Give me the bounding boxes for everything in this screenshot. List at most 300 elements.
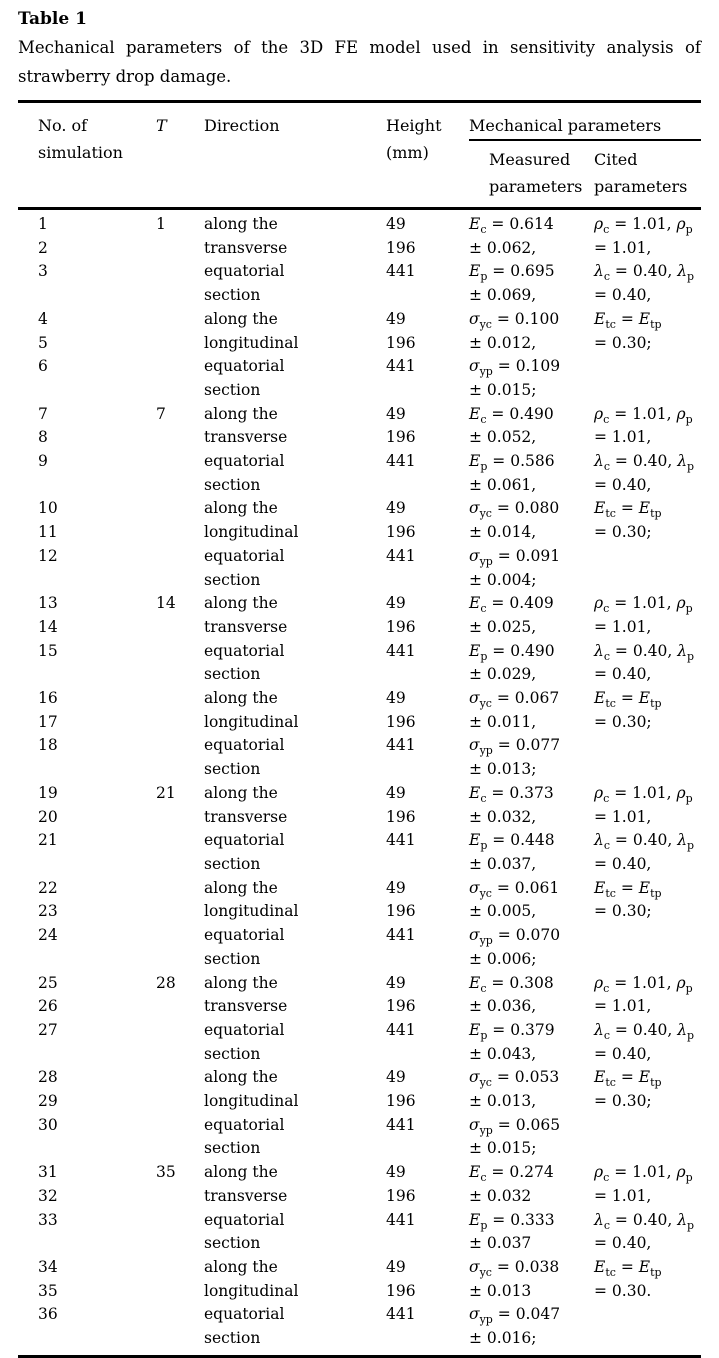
cell-height: 49 xyxy=(386,499,406,518)
cell-cited-parameters: $E_{tc} = E_{tp}$ xyxy=(594,1257,662,1280)
cell-t xyxy=(156,758,204,782)
cell-height: 49 xyxy=(386,783,406,802)
cell-height: 196 xyxy=(386,333,416,352)
cell-t xyxy=(156,663,204,687)
cell-cited-parameters: $E_{tc} = E_{tp}$ xyxy=(594,878,662,900)
cell-height: 441 xyxy=(386,1020,416,1039)
cell-t xyxy=(156,332,204,356)
cell-height xyxy=(386,1043,469,1067)
cell-height: 196 xyxy=(386,1186,416,1205)
table-row xyxy=(18,806,701,830)
cell-t xyxy=(156,474,204,498)
cell-no-of-simulation xyxy=(18,379,156,403)
cell-cited-parameters xyxy=(594,1303,701,1327)
cell-height: 49 xyxy=(386,594,406,613)
cell-no-of-simulation: 8 xyxy=(38,428,48,447)
col-header-t: T xyxy=(156,116,167,135)
cell-height: 196 xyxy=(386,1092,416,1111)
cell-no-of-simulation: 5 xyxy=(38,333,48,352)
table-row xyxy=(18,1303,701,1327)
cell-cited-parameters xyxy=(594,924,701,948)
cell-measured-parameters: ± 0.069, xyxy=(469,286,537,305)
table-row xyxy=(18,663,701,687)
cell-no-of-simulation: 28 xyxy=(38,1068,58,1087)
cell-measured-parameters: ± 0.014, xyxy=(469,523,537,542)
cell-t xyxy=(156,497,204,521)
cell-direction: equatorial xyxy=(204,262,285,281)
cell-no-of-simulation: 16 xyxy=(38,689,58,708)
table-body xyxy=(18,209,701,1357)
cell-height: 441 xyxy=(386,452,416,471)
table-row xyxy=(18,758,701,782)
cell-t xyxy=(156,900,204,924)
cell-no-of-simulation xyxy=(18,1232,156,1256)
cell-measured-parameters: $E_p = 0.695$ xyxy=(469,262,555,284)
cell-no-of-simulation xyxy=(18,1043,156,1067)
cell-cited-parameters: = 0.40, xyxy=(594,475,652,494)
cell-cited-parameters: $\lambda_c = 0.40$, $\lambda_p$ xyxy=(594,262,695,284)
table-row xyxy=(18,1232,701,1256)
cell-height xyxy=(386,569,469,593)
table-row xyxy=(18,284,701,308)
cell-t xyxy=(156,853,204,877)
cell-measured-parameters: $\sigma_{yc} = 0.061$ xyxy=(469,878,560,900)
cell-t xyxy=(156,687,204,711)
cell-no-of-simulation xyxy=(18,948,156,972)
table-caption-line-1: Mechanical parameters of the 3D FE model used in sensitivity analysis of xyxy=(18,38,701,57)
cell-direction: equatorial xyxy=(204,1305,285,1324)
cell-t xyxy=(156,829,204,853)
cell-height: 49 xyxy=(386,1068,406,1087)
cell-direction: longitudinal xyxy=(204,712,299,731)
cell-height: 196 xyxy=(386,617,416,636)
cell-height: 441 xyxy=(386,1305,416,1324)
cell-no-of-simulation: 12 xyxy=(38,546,58,565)
cell-t: 7 xyxy=(156,404,166,423)
cell-direction: longitudinal xyxy=(204,1092,299,1111)
cell-t xyxy=(156,806,204,830)
table-row xyxy=(18,545,701,569)
cell-measured-parameters: $\sigma_{yp} = 0.047$ xyxy=(469,1305,561,1327)
cell-measured-parameters: ± 0.043, xyxy=(469,1044,537,1063)
col-header-measured-parameters: Measured parameters xyxy=(489,150,583,196)
cell-cited-parameters: $E_{tc} = E_{tp}$ xyxy=(594,1068,662,1090)
cell-direction: equatorial xyxy=(204,1210,285,1229)
table-row xyxy=(18,1114,701,1138)
cell-measured-parameters: ± 0.032 xyxy=(469,1186,532,1205)
cell-t: 28 xyxy=(156,973,176,992)
cell-direction: equatorial xyxy=(204,926,285,945)
cell-no-of-simulation: 27 xyxy=(38,1020,58,1039)
cell-cited-parameters: = 0.30; xyxy=(594,1092,652,1111)
cell-measured-parameters: $E_c = 0.614$ xyxy=(469,215,554,237)
cell-t xyxy=(156,308,204,332)
table-row xyxy=(18,711,701,735)
cell-no-of-simulation: 14 xyxy=(38,617,58,636)
cell-t xyxy=(156,995,204,1019)
cell-measured-parameters: $E_p = 0.448$ xyxy=(469,831,555,853)
cell-t xyxy=(156,1019,204,1043)
cell-direction: section xyxy=(204,380,261,399)
cell-measured-parameters: $\sigma_{yp} = 0.070$ xyxy=(469,926,561,948)
cell-t: 1 xyxy=(156,215,166,233)
cell-t xyxy=(156,734,204,758)
table-row xyxy=(18,474,701,498)
cell-cited-parameters: $\rho_c = 1.01$, $\rho_p$ xyxy=(594,783,693,805)
cell-height xyxy=(386,474,469,498)
cell-cited-parameters: = 0.30; xyxy=(594,523,652,542)
cell-no-of-simulation xyxy=(18,1327,156,1356)
cell-direction: section xyxy=(204,475,261,494)
cell-direction: along the xyxy=(204,689,278,708)
cell-height: 441 xyxy=(386,641,416,660)
cell-direction: along the xyxy=(204,215,278,233)
cell-height: 196 xyxy=(386,1281,416,1300)
cell-direction: section xyxy=(204,1329,261,1348)
cell-cited-parameters: = 1.01, xyxy=(594,997,652,1016)
table-row xyxy=(18,853,701,877)
table-label: Table 1 xyxy=(18,9,87,29)
cell-t xyxy=(156,1303,204,1327)
cell-no-of-simulation: 17 xyxy=(38,712,58,731)
cell-measured-parameters: ± 0.061, xyxy=(469,475,537,494)
cell-no-of-simulation: 19 xyxy=(38,783,58,802)
cell-measured-parameters: $\sigma_{yp} = 0.091$ xyxy=(469,546,561,568)
cell-measured-parameters: $E_p = 0.333$ xyxy=(469,1210,555,1232)
cell-t xyxy=(156,1280,204,1304)
col-header-height-mm: Height (mm) xyxy=(386,116,442,162)
cell-measured-parameters: ± 0.025, xyxy=(469,617,537,636)
cell-no-of-simulation: 11 xyxy=(38,523,58,542)
cell-no-of-simulation: 23 xyxy=(38,902,58,921)
cell-direction: equatorial xyxy=(204,1020,285,1039)
cell-direction: transverse xyxy=(204,238,288,257)
table-row xyxy=(18,260,701,284)
cell-t xyxy=(156,1114,204,1138)
table-header xyxy=(18,102,701,209)
cell-no-of-simulation: 20 xyxy=(38,807,58,826)
cell-no-of-simulation: 13 xyxy=(38,594,58,613)
cell-no-of-simulation: 36 xyxy=(38,1305,58,1324)
cell-direction: transverse xyxy=(204,428,288,447)
cell-height: 441 xyxy=(386,1210,416,1229)
cell-direction: along the xyxy=(204,404,278,423)
cell-direction: equatorial xyxy=(204,831,285,850)
cell-measured-parameters: $E_p = 0.379$ xyxy=(469,1020,555,1042)
cell-height: 441 xyxy=(386,262,416,281)
cell-cited-parameters: = 0.30; xyxy=(594,902,652,921)
cell-cited-parameters: = 0.30. xyxy=(594,1281,652,1300)
cell-direction: equatorial xyxy=(204,357,285,376)
cell-height: 441 xyxy=(386,926,416,945)
cell-no-of-simulation xyxy=(18,474,156,498)
cell-cited-parameters: = 0.40, xyxy=(594,286,652,305)
cell-t xyxy=(156,450,204,474)
table-row xyxy=(18,308,701,332)
cell-measured-parameters: ± 0.016; xyxy=(469,1329,537,1348)
cell-height: 196 xyxy=(386,712,416,731)
cell-cited-parameters: $\lambda_c = 0.40$, $\lambda_p$ xyxy=(594,831,695,853)
cell-height: 49 xyxy=(386,404,406,423)
cell-direction: transverse xyxy=(204,997,288,1016)
cell-t xyxy=(156,1137,204,1161)
cell-height: 196 xyxy=(386,428,416,447)
cell-no-of-simulation xyxy=(18,663,156,687)
cell-direction: equatorial xyxy=(204,452,285,471)
cell-no-of-simulation: 30 xyxy=(38,1115,58,1134)
cell-measured-parameters: ± 0.006; xyxy=(469,949,537,968)
cell-direction: along the xyxy=(204,878,278,897)
cell-measured-parameters: $E_p = 0.586$ xyxy=(469,452,555,474)
parameters-table xyxy=(18,100,701,1358)
cell-t xyxy=(156,379,204,403)
table-row xyxy=(18,497,701,521)
cell-height: 441 xyxy=(386,546,416,565)
cell-cited-parameters: = 1.01, xyxy=(594,617,652,636)
cell-direction: along the xyxy=(204,1163,278,1182)
cell-cited-parameters: $\rho_c = 1.01$, $\rho_p$ xyxy=(594,215,693,237)
cell-cited-parameters: $E_{tc} = E_{tp}$ xyxy=(594,499,662,521)
col-header-no-of-simulation: No. of simulation xyxy=(38,116,123,162)
table-row xyxy=(18,1161,701,1185)
cell-height: 196 xyxy=(386,523,416,542)
cell-t xyxy=(156,1043,204,1067)
cell-no-of-simulation: 24 xyxy=(38,926,58,945)
cell-height: 49 xyxy=(386,1163,406,1182)
cell-height: 196 xyxy=(386,807,416,826)
cell-direction: section xyxy=(204,665,261,684)
cell-measured-parameters: ± 0.037, xyxy=(469,854,537,873)
cell-height xyxy=(386,1327,469,1356)
cell-cited-parameters: $E_{tc} = E_{tp}$ xyxy=(594,689,662,711)
cell-measured-parameters: $\sigma_{yc} = 0.100$ xyxy=(469,309,560,331)
cell-no-of-simulation: 1 xyxy=(38,215,48,233)
cell-height xyxy=(386,758,469,782)
cell-measured-parameters: $E_c = 0.308$ xyxy=(469,973,554,995)
table-row xyxy=(18,569,701,593)
cell-no-of-simulation: 2 xyxy=(38,238,48,257)
cell-height: 49 xyxy=(386,878,406,897)
col-header-mechanical-parameters: Mechanical parameters xyxy=(469,102,701,141)
cell-no-of-simulation xyxy=(18,569,156,593)
cell-measured-parameters: ± 0.062, xyxy=(469,238,537,257)
cell-measured-parameters: $\sigma_{yp} = 0.109$ xyxy=(469,357,561,379)
cell-height xyxy=(386,948,469,972)
cell-measured-parameters: $E_p = 0.490$ xyxy=(469,641,555,663)
table-row xyxy=(18,924,701,948)
col-header-direction: Direction xyxy=(204,116,280,135)
cell-cited-parameters xyxy=(594,545,701,569)
cell-height: 49 xyxy=(386,973,406,992)
cell-direction: section xyxy=(204,760,261,779)
cell-t xyxy=(156,284,204,308)
cell-direction: longitudinal xyxy=(204,333,299,352)
cell-height: 196 xyxy=(386,902,416,921)
cell-height: 441 xyxy=(386,736,416,755)
cell-measured-parameters: ± 0.011, xyxy=(469,712,537,731)
table-caption xyxy=(18,33,701,91)
table-row xyxy=(18,734,701,758)
cell-cited-parameters: = 1.01, xyxy=(594,238,652,257)
cell-no-of-simulation: 10 xyxy=(38,499,58,518)
cell-t xyxy=(156,948,204,972)
cell-direction: transverse xyxy=(204,617,288,636)
cell-direction: longitudinal xyxy=(204,523,299,542)
table-row xyxy=(18,592,701,616)
table-row xyxy=(18,1066,701,1090)
cell-no-of-simulation: 9 xyxy=(38,452,48,471)
cell-no-of-simulation: 25 xyxy=(38,973,58,992)
cell-height: 49 xyxy=(386,689,406,708)
table-row xyxy=(18,521,701,545)
cell-measured-parameters: ± 0.015; xyxy=(469,380,537,399)
cell-cited-parameters: = 0.30; xyxy=(594,333,652,352)
cell-height xyxy=(386,1137,469,1161)
table-row xyxy=(18,948,701,972)
table-row xyxy=(18,877,701,901)
table-row xyxy=(18,1019,701,1043)
cell-t xyxy=(156,1066,204,1090)
cell-direction: section xyxy=(204,949,261,968)
cell-cited-parameters: = 0.30; xyxy=(594,712,652,731)
cell-cited-parameters xyxy=(594,734,701,758)
cell-t xyxy=(156,1256,204,1280)
cell-height: 441 xyxy=(386,831,416,850)
table-row xyxy=(18,403,701,427)
cell-measured-parameters: ± 0.037 xyxy=(469,1234,532,1253)
cell-cited-parameters xyxy=(594,1137,701,1161)
cell-direction: along the xyxy=(204,783,278,802)
cell-height xyxy=(386,1232,469,1256)
col-header-cited-parameters: Cited parameters xyxy=(594,150,688,196)
cell-cited-parameters xyxy=(594,355,701,379)
cell-no-of-simulation: 15 xyxy=(38,641,58,660)
cell-direction: section xyxy=(204,854,261,873)
cell-measured-parameters: ± 0.004; xyxy=(469,570,537,589)
cell-no-of-simulation: 3 xyxy=(38,262,48,281)
table-row xyxy=(18,900,701,924)
cell-no-of-simulation: 31 xyxy=(38,1163,58,1182)
cell-direction: section xyxy=(204,1139,261,1158)
cell-t xyxy=(156,355,204,379)
cell-no-of-simulation: 35 xyxy=(38,1281,58,1300)
cell-cited-parameters xyxy=(594,758,701,782)
cell-t xyxy=(156,711,204,735)
table-row xyxy=(18,1280,701,1304)
cell-height: 49 xyxy=(386,309,406,328)
cell-height: 49 xyxy=(386,215,406,233)
cell-no-of-simulation xyxy=(18,758,156,782)
cell-measured-parameters: $E_c = 0.409$ xyxy=(469,594,554,616)
cell-no-of-simulation: 21 xyxy=(38,831,58,850)
cell-direction: longitudinal xyxy=(204,902,299,921)
cell-measured-parameters: ± 0.013; xyxy=(469,760,537,779)
table-row xyxy=(18,450,701,474)
cell-direction: section xyxy=(204,1234,261,1253)
table-row xyxy=(18,1256,701,1280)
cell-t xyxy=(156,1209,204,1233)
cell-t xyxy=(156,1185,204,1209)
cell-cited-parameters: $\lambda_c = 0.40$, $\lambda_p$ xyxy=(594,1020,695,1042)
cell-t xyxy=(156,237,204,261)
cell-direction: along the xyxy=(204,1068,278,1087)
cell-height xyxy=(386,663,469,687)
cell-cited-parameters: = 0.40, xyxy=(594,1044,652,1063)
cell-no-of-simulation xyxy=(18,284,156,308)
table-row xyxy=(18,972,701,996)
cell-direction: along the xyxy=(204,1257,278,1276)
cell-direction: along the xyxy=(204,973,278,992)
cell-cited-parameters: $\lambda_c = 0.40$, $\lambda_p$ xyxy=(594,1210,695,1232)
cell-cited-parameters: = 0.40, xyxy=(594,854,652,873)
cell-direction: equatorial xyxy=(204,546,285,565)
cell-no-of-simulation: 7 xyxy=(38,404,48,423)
cell-no-of-simulation: 22 xyxy=(38,878,58,897)
table-row xyxy=(18,1090,701,1114)
cell-cited-parameters: $\rho_c = 1.01$, $\rho_p$ xyxy=(594,594,693,616)
cell-height: 196 xyxy=(386,997,416,1016)
table-row xyxy=(18,782,701,806)
cell-measured-parameters: $\sigma_{yp} = 0.065$ xyxy=(469,1115,561,1137)
cell-t xyxy=(156,616,204,640)
cell-cited-parameters xyxy=(594,379,701,403)
table-row xyxy=(18,1209,701,1233)
cell-no-of-simulation: 26 xyxy=(38,997,58,1016)
cell-measured-parameters: ± 0.012, xyxy=(469,333,537,352)
cell-direction: section xyxy=(204,286,261,305)
cell-t xyxy=(156,260,204,284)
cell-no-of-simulation: 29 xyxy=(38,1092,58,1111)
cell-direction: transverse xyxy=(204,807,288,826)
table-row xyxy=(18,332,701,356)
cell-cited-parameters: $E_{tc} = E_{tp}$ xyxy=(594,309,662,331)
cell-t xyxy=(156,924,204,948)
cell-measured-parameters: $\sigma_{yc} = 0.053$ xyxy=(469,1068,560,1090)
cell-height: 196 xyxy=(386,238,416,257)
table-caption-line-2: strawberry drop damage. xyxy=(18,67,232,86)
table-row xyxy=(18,995,701,1019)
cell-measured-parameters: $E_c = 0.490$ xyxy=(469,404,554,426)
table-row xyxy=(18,640,701,664)
cell-cited-parameters: $\lambda_c = 0.40$, $\lambda_p$ xyxy=(594,641,695,663)
table-row xyxy=(18,1137,701,1161)
cell-cited-parameters: $\rho_c = 1.01$, $\rho_p$ xyxy=(594,973,693,995)
cell-cited-parameters: = 1.01, xyxy=(594,807,652,826)
cell-t xyxy=(156,1327,204,1356)
cell-measured-parameters: ± 0.032, xyxy=(469,807,537,826)
table-row xyxy=(18,379,701,403)
cell-direction: longitudinal xyxy=(204,1281,299,1300)
table-row xyxy=(18,829,701,853)
cell-height xyxy=(386,853,469,877)
cell-direction: along the xyxy=(204,309,278,328)
cell-measured-parameters: $E_c = 0.373$ xyxy=(469,783,554,805)
cell-cited-parameters xyxy=(594,1327,701,1356)
table-row xyxy=(18,1043,701,1067)
table-row xyxy=(18,1327,701,1356)
cell-direction: section xyxy=(204,1044,261,1063)
cell-t: 35 xyxy=(156,1163,176,1182)
cell-direction: equatorial xyxy=(204,736,285,755)
cell-t xyxy=(156,521,204,545)
cell-t: 14 xyxy=(156,594,176,613)
table-row xyxy=(18,237,701,261)
cell-direction: equatorial xyxy=(204,641,285,660)
cell-t xyxy=(156,1090,204,1114)
cell-cited-parameters: $\rho_c = 1.01$, $\rho_p$ xyxy=(594,404,693,426)
cell-measured-parameters: $\sigma_{yc} = 0.080$ xyxy=(469,499,560,521)
cell-cited-parameters: $\rho_c = 1.01$, $\rho_p$ xyxy=(594,1163,693,1185)
